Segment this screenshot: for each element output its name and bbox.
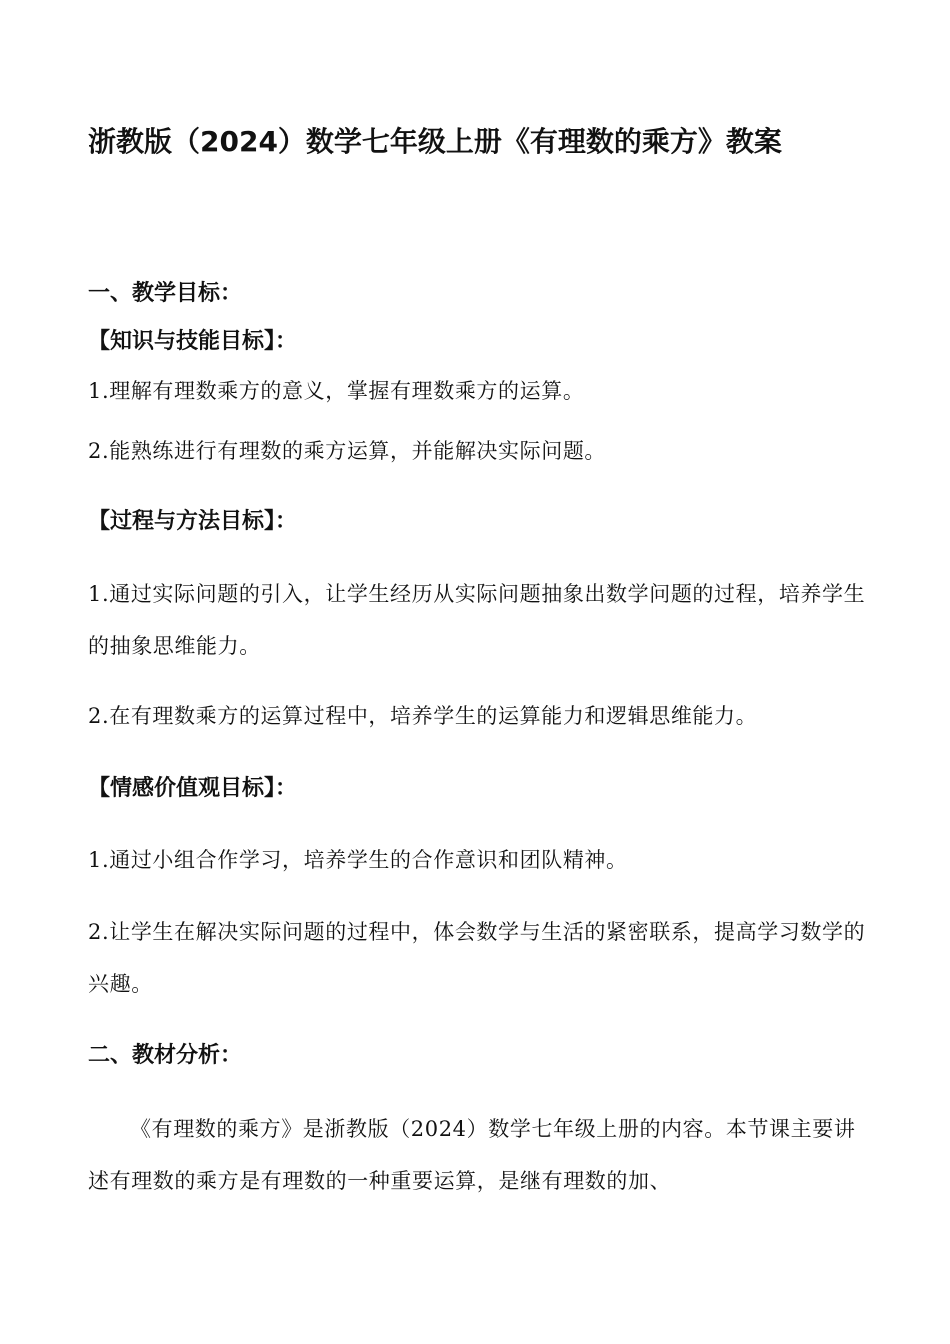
- knowledge-goal-1: 1.理解有理数乘方的意义，掌握有理数乘方的运算。: [88, 379, 585, 403]
- subheading-emotional-values: 【情感价值观目标】：: [88, 776, 298, 801]
- subheading-knowledge-skills: 【知识与技能目标】：: [88, 329, 298, 354]
- section-heading-teaching-goals: 一、教学目标：: [88, 281, 243, 306]
- material-analysis-paragraph: 《有理数的乘方》是浙教版（2024）数学七年级上册的内容。本节课主要讲述有理数的乘方是有理数的一种重要运算，是继有理数的加、: [88, 1117, 856, 1193]
- emotion-goal-1: 1.通过小组合作学习，培养学生的合作意识和团队精神。: [88, 848, 628, 872]
- process-goal-2: 2.在有理数乘方的运算过程中，培养学生的运算能力和逻辑思维能力。: [88, 704, 758, 728]
- emotion-goal-2: 2.让学生在解决实际问题的过程中，体会数学与生活的紧密联系，提高学习数学的兴趣。: [88, 920, 866, 996]
- process-goal-1: 1.通过实际问题的引入，让学生经历从实际问题抽象出数学问题的过程，培养学生的抽象思维能力。: [88, 582, 866, 658]
- section-heading-material-analysis: 二、教材分析：: [88, 1043, 243, 1068]
- document-title: 浙教版（2024）数学七年级上册《有理数的乘方》教案: [88, 125, 782, 158]
- knowledge-goal-2: 2.能熟练进行有理数的乘方运算，并能解决实际问题。: [88, 439, 607, 463]
- subheading-process-methods: 【过程与方法目标】：: [88, 509, 298, 534]
